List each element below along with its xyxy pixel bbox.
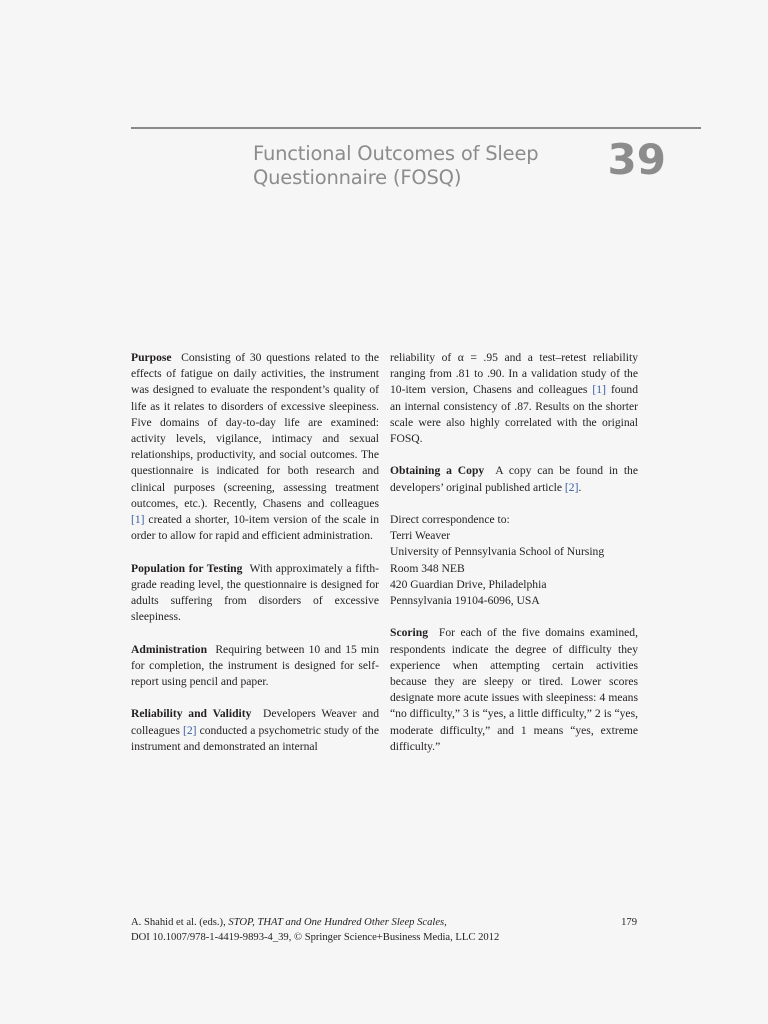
reference-link-2-second[interactable]: [2] (564, 480, 579, 494)
chapter-title (253, 142, 573, 190)
reliability-continued-text-a: reliability of α = .95 and a test–retest reliability ranging from .81 to .90. In a validation study of the 10-item version, Chasens and colleagues (390, 351, 638, 397)
address-line: Room 348 NEB (390, 561, 465, 575)
population-heading: Population for Testing (131, 561, 243, 575)
administration-heading: Administration (131, 642, 208, 656)
scoring-heading: Scoring (390, 626, 429, 640)
purpose-heading: Purpose (131, 351, 172, 364)
reliability-continued-text-b: found an internal consistency of .87. Results on the shorter scale were also highly correlated with the original FOSQ. (390, 383, 638, 446)
page-number: 179 (621, 917, 637, 928)
obtaining-heading: Obtaining a Copy (390, 464, 485, 478)
population-paragraph (131, 561, 379, 626)
administration-text: Requiring between 10 and 15 min for completion, the instrument is designed for self-report using pencil and paper. (131, 642, 380, 689)
population-text: With approximately a fifth-grade reading level, the questionnaire is designed for adults suffering from disorders of excessive sleepiness. (131, 561, 379, 624)
purpose-paragraph (131, 350, 379, 544)
citation-prefix: A. Shahid et al. (eds.), (131, 917, 229, 928)
chapter-title-line-1: Functional Outcomes of Sleep (253, 142, 539, 165)
obtaining-text-b: . (578, 480, 582, 494)
citation-footer (131, 915, 637, 946)
reliability-heading: Reliability and Validity (131, 707, 252, 721)
obtaining-text-a: A copy can be found in the developers’ original published article (390, 464, 638, 494)
address-block (390, 512, 638, 609)
reliability-paragraph (131, 706, 379, 755)
citation-line-1 (131, 915, 637, 930)
chapter-number: 39 (607, 135, 666, 184)
reliability-continued-paragraph (390, 350, 638, 447)
obtaining-paragraph (390, 463, 638, 495)
header-rule (131, 127, 701, 129)
reference-link-1-second[interactable]: [1] (592, 383, 606, 397)
address-line: University of Pennsylvania School of Nursing (390, 545, 605, 559)
address-line: Terri Weaver (390, 529, 451, 543)
citation-book-title: STOP, THAT and One Hundred Other Sleep Scales, (228, 917, 447, 928)
reference-link-2[interactable]: [2] (182, 723, 197, 737)
administration-paragraph (131, 642, 379, 691)
citation-line-2: DOI 10.1007/978-1-4419-9893-4_39, © Springer Science+Business Media, LLC 2012 (131, 932, 500, 944)
address-line: 420 Guardian Drive, Philadelphia (390, 577, 547, 591)
right-column (390, 350, 638, 771)
reliability-text-b: conducted a psychometric study of the instrument and demonstrated an internal (131, 723, 379, 753)
address-line: Direct correspondence to: (390, 513, 510, 526)
purpose-text-a: Consisting of 30 questions related to the effects of fatigue on daily activities, the instrument was designed to evaluate the respondent’s quality of life as it relates to disorders of excessive sleepiness. Five domains of day-to-day life are examined: activity levels, vigilance, intimacy and sexual relationships, productivity, and social outcomes. The questionnaire is indicated for both research and clinical purposes (screening, assessing treatment outcomes, etc.). Recently, Chasens and colleagues (131, 351, 379, 510)
scoring-text: For each of the five domains examined, respondents indicate the degree of difficulty they experience when attempting certain activities because they are sleepy or tired. Lower scores designate more acute issues with sleepiness: 4 means “no difficulty,” 3 is “yes, a little difficulty,” 2 is “yes, moderate difficulty,” and 1 means “yes, extreme difficulty.” (390, 626, 638, 753)
reliability-text-a: Developers Weaver and colleagues (131, 707, 380, 737)
reference-link-1[interactable]: [1] (131, 513, 145, 527)
left-column (131, 350, 379, 771)
scoring-paragraph (390, 625, 638, 755)
chapter-title-line-2: Questionnaire (FOSQ) (253, 166, 462, 189)
purpose-text-b: created a shorter, 10-item version of the scale in order to allow for rapid and efficient administration. (131, 513, 379, 543)
address-line: Pennsylvania 19104-6096, USA (390, 594, 540, 608)
